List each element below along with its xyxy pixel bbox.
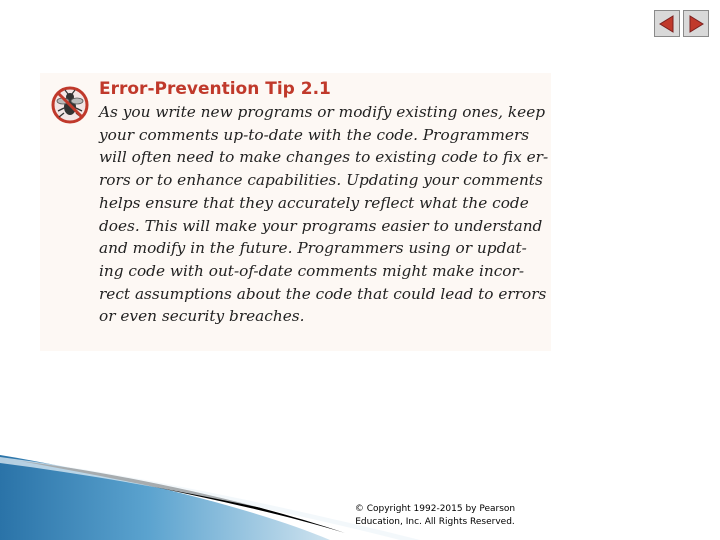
tip-line: rors or to enhance capabilities. Updating your comments: [99, 171, 543, 190]
right-triangle-icon: [686, 14, 706, 34]
tip-line: does. This will make your programs easier to understand: [99, 216, 543, 235]
tip-body: [99, 101, 549, 328]
copyright-line: Education, Inc. All Rights Reserved.: [355, 516, 515, 527]
error-prevention-tip-box: [40, 73, 551, 351]
tip-line: As you write new programs or modify existing ones, keep: [99, 103, 546, 121]
tip-line: rect assumptions about the code that could lead to errors: [99, 284, 547, 303]
tip-line: your comments up-to-date with the code. Programmers: [99, 125, 530, 144]
tip-title: Error-Prevention Tip 2.1: [99, 79, 331, 99]
previous-slide-button[interactable]: [654, 10, 680, 37]
tip-line: ing code with out-of-date comments might make incor-: [99, 261, 524, 280]
next-slide-button[interactable]: [683, 10, 709, 37]
left-triangle-icon: [657, 14, 677, 34]
tip-line: and modify in the future. Programmers using or updat-: [99, 239, 527, 258]
tip-line: will often need to make changes to existing code to fix er-: [99, 148, 549, 167]
copyright-line: © Copyright 1992-2015 by Pearson: [354, 504, 516, 514]
tip-line: or even security breaches.: [99, 307, 305, 326]
tip-line: helps ensure that they accurately reflect what the code: [99, 193, 529, 212]
copyright-notice: [340, 503, 530, 528]
no-bugs-icon: [51, 86, 89, 124]
